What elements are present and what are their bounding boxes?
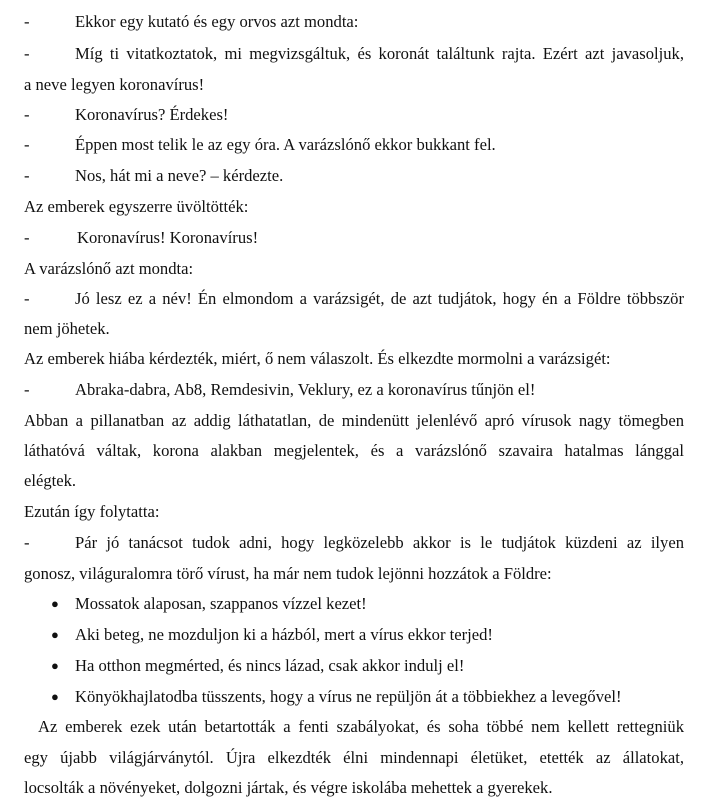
dialog-dash: -	[24, 166, 30, 185]
dialog-dash: -	[24, 289, 30, 308]
dialog-text: Éppen most telik le az egy óra. A varázslónő ekkor bukkant fel.	[75, 135, 496, 154]
paragraph-text: elégtek.	[24, 471, 77, 490]
paragraph-text: Abban a pillanatban az addig láthatatlan, de mindenütt jelenlévő apró vírusok nagy tömegben	[24, 411, 684, 430]
paragraph-text: A varázslónő azt mondta:	[24, 259, 194, 278]
paragraph-text: Az emberek egyszerre üvöltötték:	[24, 197, 249, 216]
dialog-dash: -	[24, 135, 30, 154]
bullet-icon: ●	[51, 689, 59, 704]
paragraph-text: láthatóvá váltak, korona alakban megjelentek, és a varázslónő szavaira hatalmas lánggal	[24, 441, 684, 460]
dialog-text: Ekkor egy kutató és egy orvos azt mondta:	[75, 12, 359, 31]
dialog-text: nem jöhetek.	[24, 319, 110, 338]
dialog-text: Míg ti vitatkoztatok, mi megvizsgáltuk, és koronát találtunk rajta. Ezért azt javasoljuk,	[75, 44, 684, 63]
dialog-dash: -	[24, 44, 30, 63]
dialog-dash: -	[24, 533, 30, 552]
dialog-dash: -	[24, 12, 30, 31]
paragraph-text: Ezután így folytatta:	[24, 502, 160, 521]
paragraph-text: locsolták a növényeket, dolgozni jártak, és végre iskolába mehettek a gyerekek.	[24, 778, 553, 797]
dialog-text: gonosz, világuralomra törő vírust, ha már nem tudok lejönni hozzátok a Földre:	[24, 564, 552, 583]
paragraph-text: Az emberek hiába kérdezték, miért, ő nem válaszolt. És elkezdte mormolni a varázsigét:	[24, 349, 611, 368]
bullet-icon: ●	[51, 658, 59, 673]
dialog-text: Pár jó tanácsot tudok adni, hogy legközelebb akkor is le tudjátok küzdeni az ilyen	[75, 533, 684, 552]
list-item-text: Mossatok alaposan, szappanos vízzel kezet!	[75, 594, 367, 613]
dialog-dash: -	[24, 105, 30, 124]
dialog-text: Jó lesz ez a név! Én elmondom a varázsigét, de azt tudjátok, hogy én a Földre többször	[75, 289, 684, 308]
dialog-dash: -	[24, 228, 30, 247]
dialog-dash: -	[24, 380, 30, 399]
bullet-icon: ●	[51, 596, 59, 611]
list-item-text: Könyökhajlatodba tüsszents, hogy a vírus ne repüljön át a többiekhez a levegővel!	[75, 687, 622, 706]
list-item-text: Ha otthon megmérted, és nincs lázad, csak akkor indulj el!	[75, 656, 465, 675]
dialog-text: Koronavírus? Érdekes!	[75, 105, 229, 124]
dialog-text: a neve legyen koronavírus!	[24, 75, 205, 94]
list-item-text: Aki beteg, ne mozduljon ki a házból, mert a vírus ekkor terjed!	[75, 625, 493, 644]
dialog-text: Abraka-dabra, Ab8, Remdesivin, Veklury, ez a koronavírus tűnjön el!	[75, 380, 536, 399]
dialog-text: Nos, hát mi a neve? – kérdezte.	[75, 166, 284, 185]
paragraph-text: Az emberek ezek után betartották a fenti szabályokat, és soha többé nem kellett rettegniük	[38, 717, 684, 736]
dialog-text: Koronavírus! Koronavírus!	[77, 228, 259, 247]
paragraph-text: egy újabb világjárványtól. Újra elkezdték élni mindennapi életüket, etették az állatokat,	[24, 748, 684, 767]
bullet-icon: ●	[51, 627, 59, 642]
